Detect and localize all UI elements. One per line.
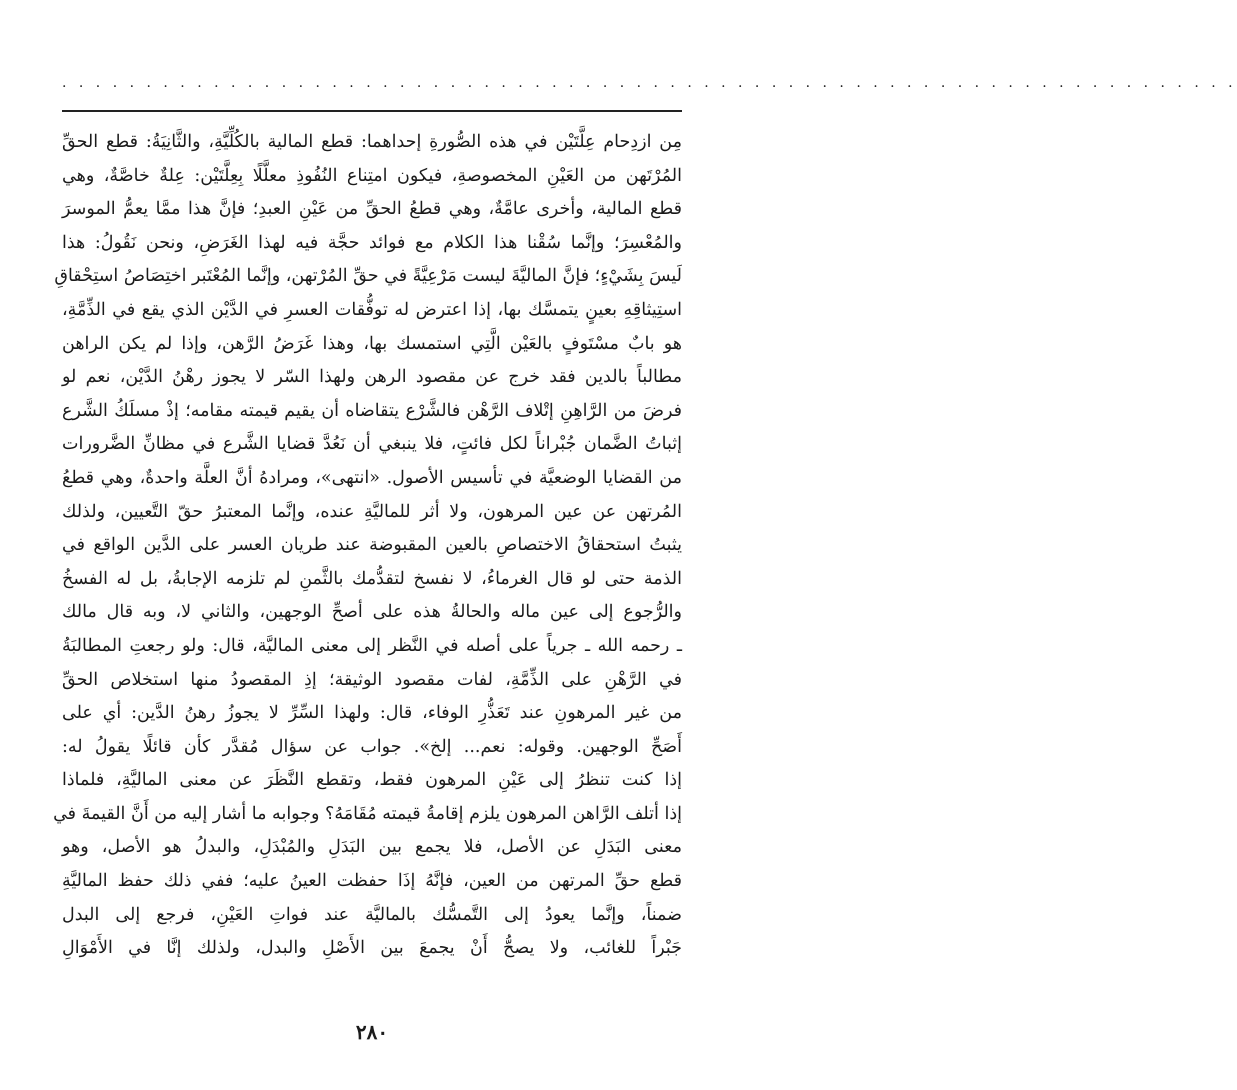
text-line: إذا أتلف الرَّاهن المرهون يلزم إقامةُ قيمته مُقَامَهُ؟ وجوابه ما أشار إليه من أَنَّ القيمةَ في (53, 803, 682, 824)
text-line: المُرتهن عن عين المرهون، ولا أثر للماليَّةِ عنده، وإنَّما المعتبرُ حقّ التَّعيين، ولذلك (62, 501, 682, 522)
text-line: ضمناً، وإنَّما يعودُ إلى التَّمسُّك بالماليَّة عند فواتِ العَيْنِ، فرجع إلى البدل (62, 904, 682, 925)
text-line: والرُّجوع إلى عين ماله والحالةُ هذه على أصحِّ الوجهين، والثاني لا، وبه قال مالك (62, 602, 682, 623)
page-body (53, 126, 682, 966)
text-line: قطع المالية، وأخرى عامَّةٌ، وهي قطعُ الحقِّ من عَيْنِ العبدِ؛ فإنَّ هذا ممَّا يعمُّ الموسرَ (62, 199, 682, 220)
text-line: في الرَّهْنِ على الذِّمَّةِ، لفات مقصود الوثيقة؛ إذِ المقصودُ منها استخلاص الحقِّ (62, 669, 682, 690)
text-line: ـ رحمه الله ـ جرياً على أصله في النَّظر إلى معنى الماليَّة، قال: ولو رجعتِ المطالبَةُ (62, 635, 682, 656)
text-line: يثبتُ استحقاقُ الاختصاصِ بالعين المقبوضة عند طريان العسر على الدَّين الواقع في (62, 535, 682, 556)
text-line: جَبْراً للغائب، ولا يصحُّ أَنْ يجمعَ بين الأَصْلِ والبدل، ولذلك إنَّا في الأَمْوَالِ (62, 938, 682, 959)
text-line: والمُعْسِرَ؛ وإنَّما سُقْنا هذا الكلام مع فوائد حجَّة فيه لهذا الغَرَضِ، ونحن نَقُولُ: هذا (62, 232, 682, 253)
header-rule (62, 110, 682, 112)
text-line: الذمة حتى لو قال الغرماءُ، لا نفسخ لتقدُّمك بالثَّمنِ لم تلزمه الإجابةُ، بل له الفسخُ (62, 568, 682, 589)
text-line: استِيثاقِهِ بعينٍ يتمسَّك بها، إذا اعترض له توفُّقات العسرِ في الدَّيْن الذي يقع في الذِّمَّةِ، (62, 299, 682, 320)
text-line: من غير المرهونِ عند تَعَذُّرِ الوفاء، قال: ولهذا السِّرِّ لا يجوزُ رهنُ الدَّين: أي على (62, 703, 682, 724)
text-line: أَصَحِّ الوجهين. وقوله: نعم... إلخ». جواب عن سؤال مُقدَّر كأن قائلًا يقولُ له: (62, 736, 682, 757)
text-line: معنى البَدَلِ عن الأصل، فلا يجمع بين البَدَلِ والمُبْدَلِ، والبدلُ هو الأصل، وهو (62, 837, 682, 858)
header-dots: · · · · · · · · · · · · · · · · · · · · · · · · · · · · · · · · · · · · · · · · · · · · · · · · · · · · · · · · · · · · · · · · · · · · · · (62, 79, 1237, 95)
text-line: إثباتُ الضَّمان جُبْراناً لكل فائتٍ، فلا ينبغي أن نَعُدَّ قضايا الشَّرع في مظانِّ الضَّرورات (62, 434, 682, 455)
text-line: إذا كنت تنظرُ إلى عَيْنِ المرهون فقط، وتقطع النَّظَرَ عن معنى الماليَّةِ، فلماذا (62, 770, 682, 791)
text-line: قطع حقِّ المرتهن من العين، فإنَّهُ إذَا حفظت العينُ عليه؛ ففي ذلك حفظ الماليَّةِ (62, 871, 682, 892)
text-line: مطالباً بالدين فقد خرج عن مقصود الرهن ولهذا السّر لا يجوز رهْنُ الدَّيْن، نعم لو (62, 367, 682, 388)
text-line: هو بابٌ مسْتَوفٍ بالعَيْن الَّتِي استمسك بها، وهذا غَرَضُ الرَّهن، وإذا لم يكن الراهن (62, 333, 682, 354)
page-number: ٢٨٠ (355, 1020, 389, 1044)
text-line: مِن ازدِحام عِلَّتَيْن في هذه الصُّورةِ إحداهما: قطع المالية بالكُلِّيَّةِ، والثَّانِيَةُ: قطع الحقِّ (62, 132, 682, 152)
text-line: فرضَ من الرَّاهِنِ إتْلاف الرَّهْن فالشَّرْع يتقاضاه أن يقيم قيمته مقامه؛ إذْ مسلَكُ الشَّرع (62, 400, 682, 421)
text-line: المُرْتَهن من العَيْنِ المخصوصةِ، فيكون امتِناع النُفُوذِ معلَّلًا بِعِلَّتَيْن: عِلةٌ خاصَّةٌ، وهي (62, 165, 682, 186)
text-line: لَيسَ بِشَيْءٍ؛ فإنَّ الماليَّةَ ليست مَرْعِيَّةً في حقِّ المُرْتهن، وإنَّما المُعْتَبر اختِصَاصُ استِحْقاقِ (54, 266, 682, 287)
text-line: من القضايا الوضعيَّة في تأسيس الأصول. «انتهى»، ومرادهُ أنَّ العلَّة واحدةٌ، وهي قطعُ (62, 467, 682, 488)
